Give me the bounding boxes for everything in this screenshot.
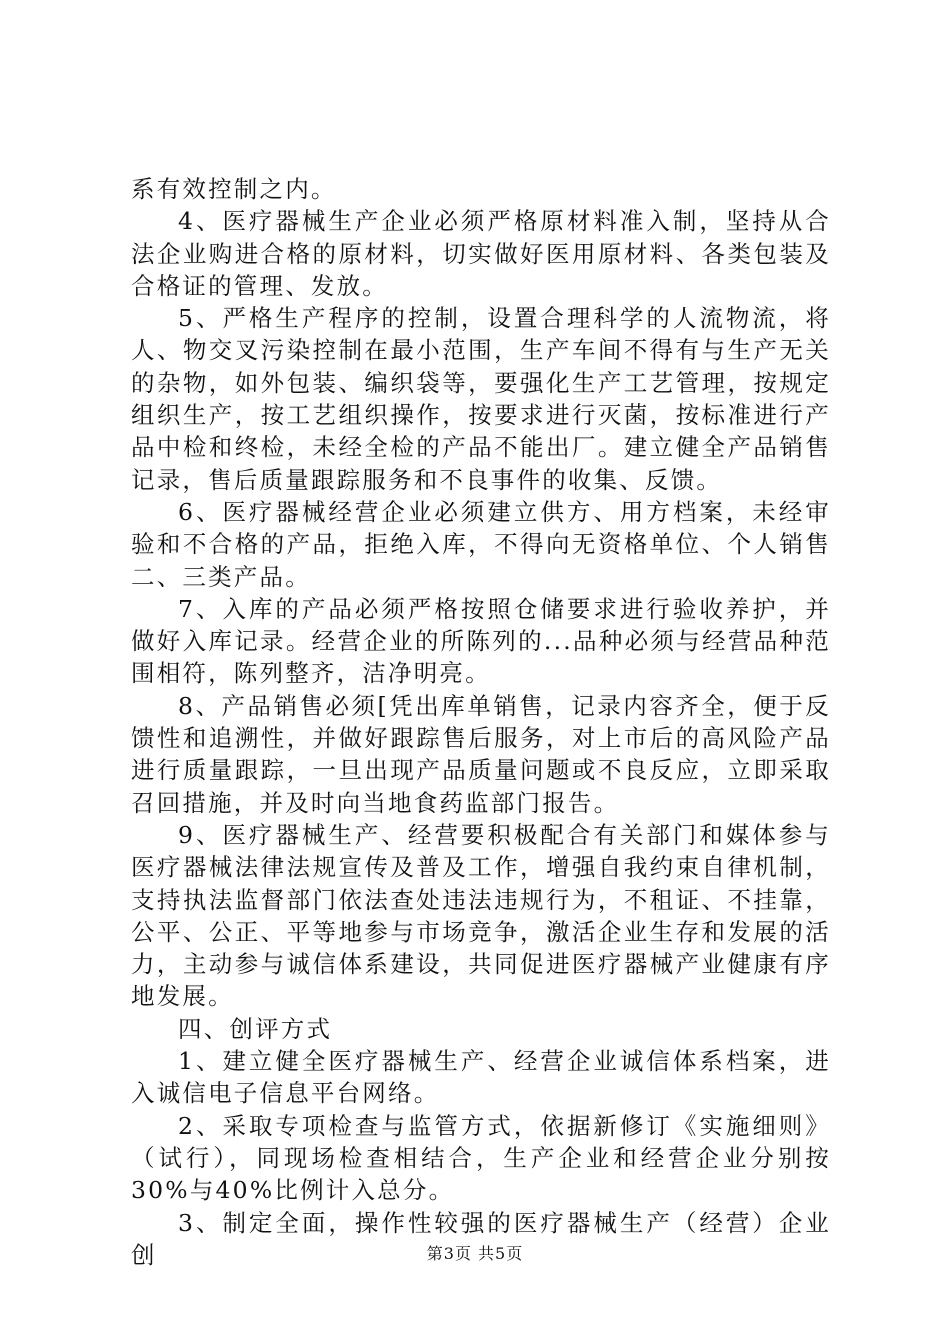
paragraph-method-2: 2、采取专项检查与监管方式，依据新修订《实施细则》（试行），同现场检查相结合，生产企业和经营企业分别按30%与40%比例计入总分。: [131, 1111, 831, 1205]
page-number-footer: 第3页 共5页: [426, 1244, 524, 1263]
paragraph-method-3: 3、制定全面，操作性较强的医疗器械生产（经营）企业创: [131, 1208, 831, 1269]
paragraph-method-1: 1、建立健全医疗器械生产、经营企业诚信体系档案，进入诚信电子信息平台网络。: [131, 1047, 831, 1108]
document-body: [131, 173, 831, 1271]
paragraph-continuation: 系有效控制之内。: [131, 175, 337, 203]
paragraph-item-5: 5、严格生产程序的控制，设置合理科学的人流物流，将人、物交叉污染控制在最小范围，生产车间不得有与生产无关的杂物，如外包装、编织袋等，要强化生产工艺管理，按规定组织生产，按工艺组织操作，按要求进行灭菌，按标准进行产品中检和终检，未经全检的产品不能出厂。建立健全产品销售记录，售后质量跟踪服务和不良事件的收集、反馈。: [131, 304, 831, 494]
section-heading: 四、创评方式: [178, 1014, 333, 1043]
paragraph-item-6: 6、医疗器械经营企业必须建立供方、用方档案，未经审验和不合格的产品，拒绝入库，不得向无资格单位、个人销售二、三类产品。: [131, 497, 831, 591]
paragraph-item-4: 4、医疗器械生产企业必须严格原材料准入制，坚持从合法企业购进合格的原材料，切实做好医用原材料、各类包装及合格证的管理、发放。: [131, 207, 831, 300]
paragraph-item-9: 9、医疗器械生产、经营要积极配合有关部门和媒体参与医疗器械法律法规宣传及普及工作，增强自我约束自律机制，支持执法监督部门依法查处违法违规行为，不租证、不挂靠，公平、公正、平等地参与市场竞争，激活企业生存和发展的活力，主动参与诚信体系建设，共同促进医疗器械产业健康有序地发展。: [131, 820, 831, 1011]
paragraph-item-7: 7、入库的产品必须严格按照仓储要求进行验收养护，并做好入库记录。经营企业的所陈列的...品种必须与经营品种范围相符，陈列整齐，洁净明亮。: [131, 594, 831, 688]
paragraph-item-8: 8、产品销售必须[凭出库单销售，记录内容齐全，便于反馈性和追溯性，并做好跟踪售后服务，对上市后的高风险产品进行质量跟踪，一旦出现产品质量问题或不良反应，立即采取召回措施，并及时向当地食药监部门报告。: [131, 691, 831, 817]
